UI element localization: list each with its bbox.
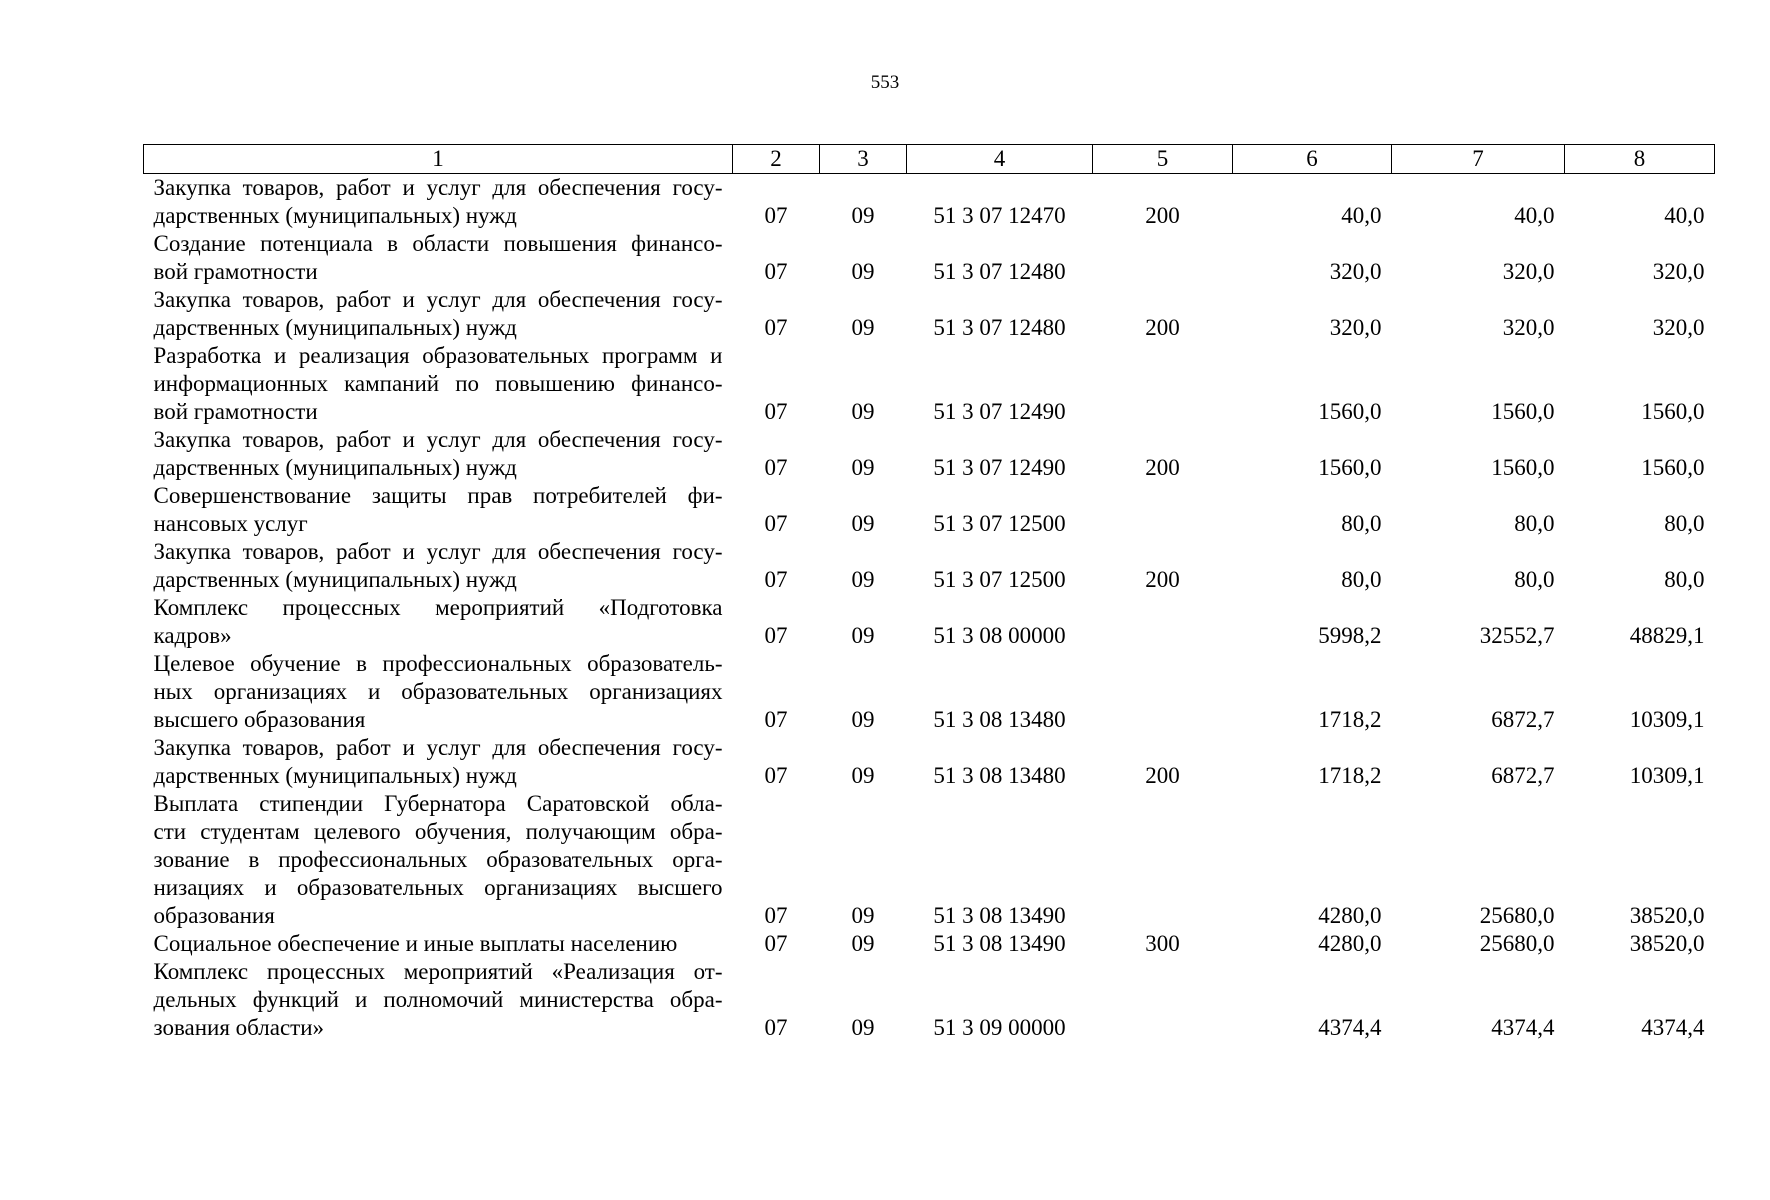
expense-type-cell <box>1093 482 1233 538</box>
row-name-cell <box>144 174 733 231</box>
expense-type-cell <box>1093 958 1233 1042</box>
row-name-line: кадров» <box>153 623 232 648</box>
row-name-line: низациях и образовательных организациях высшего <box>153 875 723 900</box>
expense-type-cell: 300 <box>1145 931 1180 956</box>
amount-col6-cell: 4374,4 <box>1318 1015 1382 1040</box>
amount-col8-cell: 40,0 <box>1664 203 1705 228</box>
amount-col7-cell: 25680,0 <box>1479 903 1555 928</box>
header-col-7: 7 <box>1392 145 1565 174</box>
table-row <box>144 650 1715 734</box>
row-name-line: зования области» <box>153 1015 325 1040</box>
amount-col7-cell: 25680,0 <box>1479 931 1555 956</box>
header-row <box>144 145 1715 174</box>
subsection-code-cell: 09 <box>851 931 875 956</box>
amount-col7-cell: 6872,7 <box>1491 763 1555 788</box>
subsection-code-cell: 09 <box>851 707 875 732</box>
row-name-line: высшего образования <box>153 707 366 732</box>
subsection-code-cell: 09 <box>851 903 875 928</box>
header-col-3: 3 <box>820 145 907 174</box>
table-row <box>144 286 1715 342</box>
page-number: 553 <box>870 72 900 93</box>
row-name-cell <box>144 286 733 342</box>
table-row <box>144 790 1715 930</box>
expense-type-cell: 200 <box>1145 763 1180 788</box>
row-name-line: вой грамотности <box>153 259 318 284</box>
amount-col8-cell: 80,0 <box>1664 567 1705 592</box>
row-name-line: Социальное обеспечение и иные выплаты населению <box>153 931 678 956</box>
target-article-cell: 51 3 07 12470 <box>933 203 1066 228</box>
header-col-6: 6 <box>1233 145 1392 174</box>
expense-type-cell: 200 <box>1145 315 1180 340</box>
amount-col8-cell: 320,0 <box>1652 315 1705 340</box>
amount-col6-cell: 4280,0 <box>1318 931 1382 956</box>
section-code-cell: 07 <box>764 455 788 480</box>
row-name-cell <box>144 958 733 1042</box>
expense-type-cell <box>1093 342 1233 426</box>
section-code-cell: 07 <box>764 1015 788 1040</box>
subsection-code-cell: 09 <box>851 315 875 340</box>
table-row <box>144 734 1715 790</box>
table-row <box>144 342 1715 426</box>
subsection-code-cell: 09 <box>851 399 875 424</box>
row-name-line: нансовых услуг <box>153 511 308 536</box>
row-name-line: сти студентам целевого обучения, получающим обра- <box>153 819 723 844</box>
row-name-line: дельных функций и полномочий министерства обра- <box>153 987 723 1012</box>
row-name-cell <box>144 594 733 650</box>
section-code-cell: 07 <box>764 315 788 340</box>
section-code-cell: 07 <box>764 203 788 228</box>
amount-col7-cell: 1560,0 <box>1491 399 1555 424</box>
subsection-code-cell: 09 <box>851 567 875 592</box>
table-row <box>144 230 1715 286</box>
section-code-cell: 07 <box>764 763 788 788</box>
table-row <box>144 538 1715 594</box>
row-name-line: дарственных (муниципальных) нужд <box>153 315 517 340</box>
amount-col8-cell: 38520,0 <box>1629 903 1705 928</box>
amount-col8-cell: 1560,0 <box>1641 399 1705 424</box>
amount-col6-cell: 1718,2 <box>1318 707 1382 732</box>
row-name-cell <box>144 482 733 538</box>
amount-col7-cell: 80,0 <box>1514 567 1555 592</box>
amount-col6-cell: 4280,0 <box>1318 903 1382 928</box>
expense-type-cell: 200 <box>1145 455 1180 480</box>
row-name-line: Выплата стипендии Губернатора Саратовской обла- <box>153 791 723 816</box>
row-name-line: дарственных (муниципальных) нужд <box>153 763 517 788</box>
amount-col7-cell: 320,0 <box>1502 259 1555 284</box>
target-article-cell: 51 3 07 12490 <box>933 455 1066 480</box>
header-col-1: 1 <box>144 145 733 174</box>
amount-col8-cell: 4374,4 <box>1641 1015 1705 1040</box>
amount-col6-cell: 80,0 <box>1341 511 1382 536</box>
amount-col6-cell: 320,0 <box>1329 315 1382 340</box>
amount-col7-cell: 40,0 <box>1514 203 1555 228</box>
amount-col7-cell: 320,0 <box>1502 315 1555 340</box>
row-name-cell <box>144 538 733 594</box>
row-name-line: Закупка товаров, работ и услуг для обеспечения госу- <box>153 287 723 312</box>
row-name-cell <box>144 930 733 958</box>
amount-col6-cell: 1560,0 <box>1318 455 1382 480</box>
row-name-line: Комплекс процессных мероприятий «Подготовка <box>153 595 723 620</box>
amount-col8-cell: 10309,1 <box>1629 707 1705 732</box>
target-article-cell: 51 3 07 12500 <box>933 511 1066 536</box>
row-name-cell <box>144 230 733 286</box>
row-name-cell <box>144 734 733 790</box>
table-header <box>144 145 1715 174</box>
expense-type-cell <box>1093 790 1233 930</box>
subsection-code-cell: 09 <box>851 623 875 648</box>
table-row <box>144 594 1715 650</box>
table-row <box>144 958 1715 1042</box>
target-article-cell: 51 3 08 13490 <box>933 931 1066 956</box>
table-row <box>144 174 1715 231</box>
target-article-cell: 51 3 07 12480 <box>933 259 1066 284</box>
row-name-line: дарственных (муниципальных) нужд <box>153 203 517 228</box>
target-article-cell: 51 3 08 00000 <box>933 623 1066 648</box>
row-name-line: образования <box>153 903 275 928</box>
amount-col7-cell: 4374,4 <box>1491 1015 1555 1040</box>
target-article-cell: 51 3 08 13480 <box>933 763 1066 788</box>
row-name-cell <box>144 342 733 426</box>
section-code-cell: 07 <box>764 567 788 592</box>
subsection-code-cell: 09 <box>851 763 875 788</box>
amount-col8-cell: 48829,1 <box>1629 623 1705 648</box>
amount-col8-cell: 38520,0 <box>1629 931 1705 956</box>
row-name-line: вой грамотности <box>153 399 318 424</box>
expense-type-cell <box>1093 650 1233 734</box>
row-name-line: ных организациях и образовательных организациях <box>153 679 723 704</box>
subsection-code-cell: 09 <box>851 1015 875 1040</box>
amount-col8-cell: 80,0 <box>1664 511 1705 536</box>
expense-type-cell <box>1093 594 1233 650</box>
row-name-line: зование в профессиональных образовательных орга- <box>153 847 723 872</box>
amount-col7-cell: 80,0 <box>1514 511 1555 536</box>
row-name-line: Создание потенциала в области повышения финансо- <box>153 231 723 256</box>
target-article-cell: 51 3 07 12490 <box>933 399 1066 424</box>
amount-col6-cell: 40,0 <box>1341 203 1382 228</box>
table-row <box>144 930 1715 958</box>
row-name-line: Закупка товаров, работ и услуг для обеспечения госу- <box>153 175 723 200</box>
amount-col7-cell: 6872,7 <box>1491 707 1555 732</box>
row-name-line: Целевое обучение в профессиональных образователь- <box>153 651 723 676</box>
target-article-cell: 51 3 07 12500 <box>933 567 1066 592</box>
header-col-4: 4 <box>907 145 1093 174</box>
row-name-line: Совершенствование защиты прав потребителей фи- <box>153 483 723 508</box>
header-col-2: 2 <box>733 145 820 174</box>
header-col-8: 8 <box>1565 145 1715 174</box>
amount-col8-cell: 10309,1 <box>1629 763 1705 788</box>
row-name-line: дарственных (муниципальных) нужд <box>153 567 517 592</box>
row-name-cell <box>144 650 733 734</box>
row-name-line: Закупка товаров, работ и услуг для обеспечения госу- <box>153 427 723 452</box>
section-code-cell: 07 <box>764 707 788 732</box>
table-row <box>144 426 1715 482</box>
subsection-code-cell: 09 <box>851 203 875 228</box>
target-article-cell: 51 3 08 13490 <box>933 903 1066 928</box>
amount-col7-cell: 1560,0 <box>1491 455 1555 480</box>
row-name-line: Комплекс процессных мероприятий «Реализация от- <box>153 959 723 984</box>
expense-type-cell: 200 <box>1145 567 1180 592</box>
amount-col8-cell: 1560,0 <box>1641 455 1705 480</box>
subsection-code-cell: 09 <box>851 259 875 284</box>
row-name-line: Закупка товаров, работ и услуг для обеспечения госу- <box>153 735 723 760</box>
section-code-cell: 07 <box>764 903 788 928</box>
row-name-cell <box>144 790 733 930</box>
budget-table <box>143 144 1715 1042</box>
subsection-code-cell: 09 <box>851 511 875 536</box>
table-row <box>144 482 1715 538</box>
target-article-cell: 51 3 07 12480 <box>933 315 1066 340</box>
subsection-code-cell: 09 <box>851 455 875 480</box>
amount-col6-cell: 1560,0 <box>1318 399 1382 424</box>
section-code-cell: 07 <box>764 399 788 424</box>
header-col-5: 5 <box>1093 145 1233 174</box>
amount-col8-cell: 320,0 <box>1652 259 1705 284</box>
expense-type-cell: 200 <box>1145 203 1180 228</box>
amount-col6-cell: 5998,2 <box>1318 623 1382 648</box>
amount-col6-cell: 80,0 <box>1341 567 1382 592</box>
section-code-cell: 07 <box>764 623 788 648</box>
row-name-cell <box>144 426 733 482</box>
section-code-cell: 07 <box>764 931 788 956</box>
section-code-cell: 07 <box>764 259 788 284</box>
target-article-cell: 51 3 09 00000 <box>933 1015 1066 1040</box>
row-name-line: Разработка и реализация образовательных программ и <box>153 343 723 368</box>
table-body <box>144 174 1715 1043</box>
amount-col6-cell: 320,0 <box>1329 259 1382 284</box>
amount-col7-cell: 32552,7 <box>1479 623 1555 648</box>
row-name-line: Закупка товаров, работ и услуг для обеспечения госу- <box>153 539 723 564</box>
amount-col6-cell: 1718,2 <box>1318 763 1382 788</box>
row-name-line: информационных кампаний по повышению финансо- <box>153 371 723 396</box>
target-article-cell: 51 3 08 13480 <box>933 707 1066 732</box>
section-code-cell: 07 <box>764 511 788 536</box>
row-name-line: дарственных (муниципальных) нужд <box>153 455 517 480</box>
expense-type-cell <box>1093 230 1233 286</box>
